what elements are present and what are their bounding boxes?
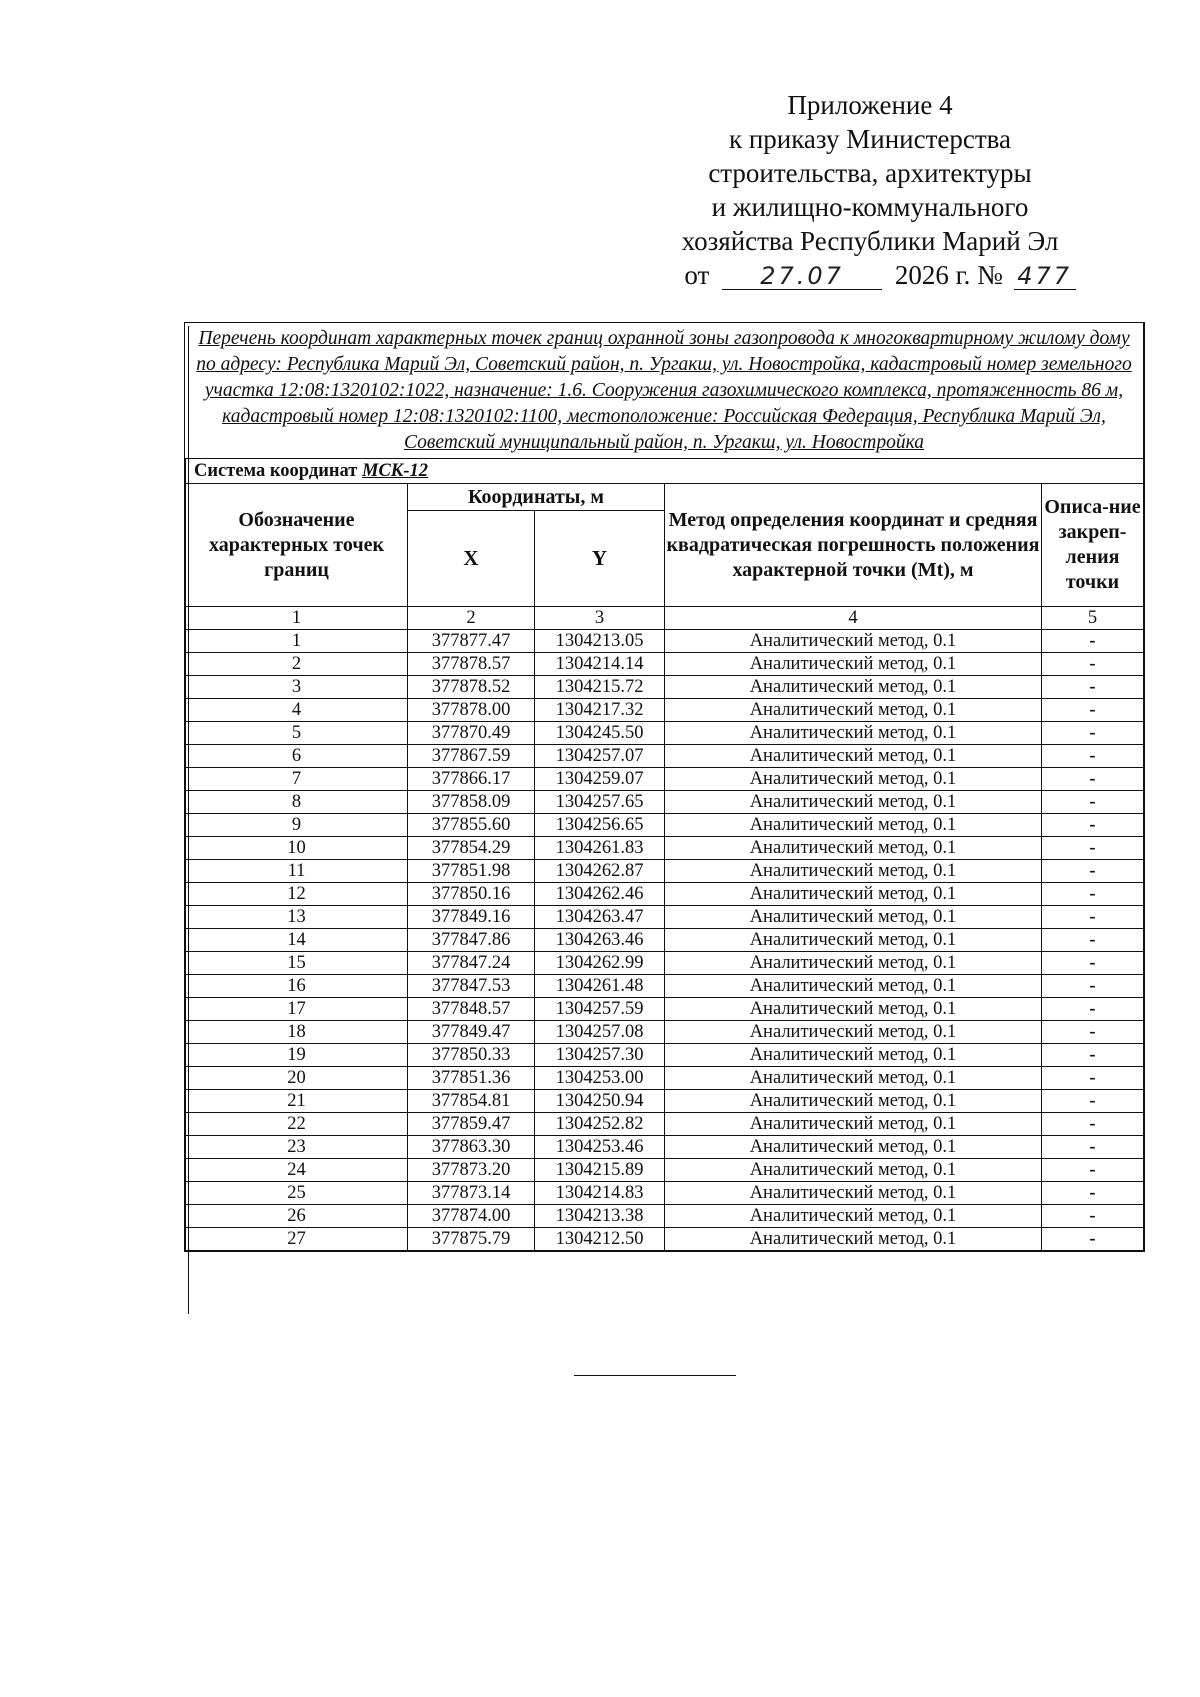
description-cell: - — [1042, 1182, 1144, 1205]
method-cell: Аналитический метод, 0.1 — [665, 630, 1042, 653]
method-cell: Аналитический метод, 0.1 — [665, 1228, 1042, 1251]
appendix-order-line: к приказу Министерства — [728, 124, 1012, 154]
description-cell: - — [1042, 860, 1144, 883]
description-cell: - — [1042, 906, 1144, 929]
method-cell: Аналитический метод, 0.1 — [665, 745, 1042, 768]
point-number-cell: 11 — [186, 860, 408, 883]
description-cell: - — [1042, 1067, 1144, 1090]
x-coordinate-cell: 377858.09 — [408, 791, 535, 814]
x-coordinate-cell: 377874.00 — [408, 1205, 535, 1228]
description-cell: - — [1042, 1113, 1144, 1136]
x-coordinate-cell: 377877.47 — [408, 630, 535, 653]
description-cell: - — [1042, 1159, 1144, 1182]
coordinate-system-row — [186, 459, 1144, 484]
y-coordinate-cell: 1304256.65 — [535, 814, 665, 837]
y-coordinate-cell: 1304253.46 — [535, 1136, 665, 1159]
coordinate-system-label: Система координат — [194, 460, 358, 481]
y-coordinate-cell: 1304261.83 — [535, 837, 665, 860]
point-number-cell: 17 — [186, 998, 408, 1021]
column-number: 4 — [665, 607, 1042, 630]
method-cell: Аналитический метод, 0.1 — [665, 1021, 1042, 1044]
table-row — [186, 906, 1144, 929]
method-cell: Аналитический метод, 0.1 — [665, 676, 1042, 699]
point-number-cell: 8 — [186, 791, 408, 814]
method-cell: Аналитический метод, 0.1 — [665, 837, 1042, 860]
description-cell: - — [1042, 1205, 1144, 1228]
table-row — [186, 929, 1144, 952]
table-row — [186, 814, 1144, 837]
x-coordinate-cell: 377878.57 — [408, 653, 535, 676]
x-coordinate-cell: 377849.16 — [408, 906, 535, 929]
table-row — [186, 998, 1144, 1021]
description-cell: - — [1042, 699, 1144, 722]
x-coordinate-cell: 377866.17 — [408, 768, 535, 791]
header-row-1 — [186, 484, 1144, 511]
table-row — [186, 1182, 1144, 1205]
point-number-cell: 3 — [186, 676, 408, 699]
point-number-cell: 16 — [186, 975, 408, 998]
table-row — [186, 1113, 1144, 1136]
table-row — [186, 768, 1144, 791]
table-row — [186, 975, 1144, 998]
y-coordinate-cell: 1304257.08 — [535, 1021, 665, 1044]
y-coordinate-cell: 1304262.46 — [535, 883, 665, 906]
x-coordinate-cell: 377873.20 — [408, 1159, 535, 1182]
y-coordinate-cell: 1304250.94 — [535, 1090, 665, 1113]
table-row — [186, 1044, 1144, 1067]
column-number: 2 — [408, 607, 535, 630]
x-coordinate-cell: 377847.24 — [408, 952, 535, 975]
method-cell: Аналитический метод, 0.1 — [665, 699, 1042, 722]
column-number: 1 — [186, 607, 408, 630]
header-description: Описа-ние закреп-ления точки — [1042, 484, 1144, 607]
point-number-cell: 19 — [186, 1044, 408, 1067]
y-coordinate-cell: 1304262.99 — [535, 952, 665, 975]
y-coordinate-cell: 1304215.89 — [535, 1159, 665, 1182]
description-cell: - — [1042, 814, 1144, 837]
x-coordinate-cell: 377851.98 — [408, 860, 535, 883]
handwritten-order-number: 477 — [1014, 263, 1076, 290]
y-coordinate-cell: 1304263.47 — [535, 906, 665, 929]
table-row — [186, 791, 1144, 814]
point-number-cell: 25 — [186, 1182, 408, 1205]
method-cell: Аналитический метод, 0.1 — [665, 1136, 1042, 1159]
x-coordinate-cell: 377851.36 — [408, 1067, 535, 1090]
x-coordinate-cell: 377878.52 — [408, 676, 535, 699]
table-row — [186, 722, 1144, 745]
table-row — [186, 1159, 1144, 1182]
table-row — [186, 1090, 1144, 1113]
description-cell: - — [1042, 1044, 1144, 1067]
date-prefix: от — [684, 260, 710, 290]
header-coordinates: Координаты, м — [408, 484, 665, 511]
x-coordinate-cell: 377870.49 — [408, 722, 535, 745]
table-row — [186, 1228, 1144, 1251]
method-cell: Аналитический метод, 0.1 — [665, 814, 1042, 837]
x-coordinate-cell: 377854.81 — [408, 1090, 535, 1113]
point-number-cell: 21 — [186, 1090, 408, 1113]
table-row — [186, 745, 1144, 768]
x-coordinate-cell: 377847.86 — [408, 929, 535, 952]
method-cell: Аналитический метод, 0.1 — [665, 883, 1042, 906]
description-cell: - — [1042, 837, 1144, 860]
coordinate-system-value: МСК-12 — [362, 460, 428, 481]
method-cell: Аналитический метод, 0.1 — [665, 1113, 1042, 1136]
table-row — [186, 952, 1144, 975]
point-number-cell: 27 — [186, 1228, 408, 1251]
description-cell: - — [1042, 722, 1144, 745]
header-designation: Обозначение характерных точек границ — [186, 484, 408, 607]
appendix-date-line — [610, 258, 1150, 292]
description-cell: - — [1042, 791, 1144, 814]
method-cell: Аналитический метод, 0.1 — [665, 722, 1042, 745]
table-row — [186, 630, 1144, 653]
point-number-cell: 10 — [186, 837, 408, 860]
description-cell: - — [1042, 929, 1144, 952]
method-cell: Аналитический метод, 0.1 — [665, 768, 1042, 791]
y-coordinate-cell: 1304257.07 — [535, 745, 665, 768]
x-coordinate-cell: 377847.53 — [408, 975, 535, 998]
point-number-cell: 12 — [186, 883, 408, 906]
appendix-header — [600, 88, 1140, 292]
point-number-cell: 1 — [186, 630, 408, 653]
table-row — [186, 1205, 1144, 1228]
x-coordinate-cell: 377849.47 — [408, 1021, 535, 1044]
table-caption: Перечень координат характерных точек границ охранной зоны газопровода к многоквартирному жилому дому по адресу: Республика Марий Эл, Советский район, п. Ургакш, ул. Новостройка, кадастровый номер земельного участка 12:08:1320102:1022, назначение: 1.6. Сооружения газохимического комплекса, протяженность 86 м, кадастровый номер 12:08:1320102:1100, местоположение: Российская Федерация, Республика Марий Эл, Советский муниципальный район, п. Ургакш, ул. Новостройка — [185, 323, 1143, 459]
description-cell: - — [1042, 768, 1144, 791]
description-cell: - — [1042, 1136, 1144, 1159]
y-coordinate-cell: 1304245.50 — [535, 722, 665, 745]
header-x: X — [408, 511, 535, 607]
method-cell: Аналитический метод, 0.1 — [665, 1044, 1042, 1067]
method-cell: Аналитический метод, 0.1 — [665, 860, 1042, 883]
x-coordinate-cell: 377854.29 — [408, 837, 535, 860]
header-y: Y — [535, 511, 665, 607]
appendix-ministry-line-3: хозяйства Республики Марий Эл — [681, 226, 1059, 256]
point-number-cell: 4 — [186, 699, 408, 722]
x-coordinate-cell: 377850.16 — [408, 883, 535, 906]
x-coordinate-cell: 377873.14 — [408, 1182, 535, 1205]
x-coordinate-cell: 377855.60 — [408, 814, 535, 837]
method-cell: Аналитический метод, 0.1 — [665, 975, 1042, 998]
table-row — [186, 699, 1144, 722]
method-cell: Аналитический метод, 0.1 — [665, 1182, 1042, 1205]
year-and-number-label: 2026 г. № — [894, 260, 1003, 290]
point-number-cell: 5 — [186, 722, 408, 745]
point-number-cell: 14 — [186, 929, 408, 952]
point-number-cell: 24 — [186, 1159, 408, 1182]
x-coordinate-cell: 377867.59 — [408, 745, 535, 768]
description-cell: - — [1042, 1021, 1144, 1044]
appendix-title: Приложение 4 — [787, 90, 953, 120]
point-number-cell: 9 — [186, 814, 408, 837]
method-cell: Аналитический метод, 0.1 — [665, 906, 1042, 929]
description-cell: - — [1042, 883, 1144, 906]
description-cell: - — [1042, 676, 1144, 699]
x-coordinate-cell: 377859.47 — [408, 1113, 535, 1136]
y-coordinate-cell: 1304213.38 — [535, 1205, 665, 1228]
coordinates-table — [185, 459, 1144, 1251]
y-coordinate-cell: 1304257.30 — [535, 1044, 665, 1067]
description-cell: - — [1042, 1228, 1144, 1251]
x-coordinate-cell: 377850.33 — [408, 1044, 535, 1067]
y-coordinate-cell: 1304262.87 — [535, 860, 665, 883]
header-method: Метод определения координат и средняя квадратическая погрешность положения характерной точки (Mt), м — [665, 484, 1042, 607]
method-cell: Аналитический метод, 0.1 — [665, 1090, 1042, 1113]
description-cell: - — [1042, 1090, 1144, 1113]
y-coordinate-cell: 1304257.65 — [535, 791, 665, 814]
method-cell: Аналитический метод, 0.1 — [665, 791, 1042, 814]
column-number: 5 — [1042, 607, 1144, 630]
method-cell: Аналитический метод, 0.1 — [665, 998, 1042, 1021]
method-cell: Аналитический метод, 0.1 — [665, 653, 1042, 676]
handwritten-date: 27.07 — [722, 263, 882, 290]
point-number-cell: 13 — [186, 906, 408, 929]
y-coordinate-cell: 1304212.50 — [535, 1228, 665, 1251]
description-cell: - — [1042, 998, 1144, 1021]
table-row — [186, 653, 1144, 676]
description-cell: - — [1042, 745, 1144, 768]
method-cell: Аналитический метод, 0.1 — [665, 1067, 1042, 1090]
end-of-document-line — [574, 1375, 736, 1376]
method-cell: Аналитический метод, 0.1 — [665, 1159, 1042, 1182]
point-number-cell: 22 — [186, 1113, 408, 1136]
point-number-cell: 2 — [186, 653, 408, 676]
table-row — [186, 1021, 1144, 1044]
point-number-cell: 7 — [186, 768, 408, 791]
appendix-ministry-line-2: и жилищно-коммунального — [711, 192, 1029, 222]
appendix-ministry-line-1: строительства, архитектуры — [708, 158, 1032, 188]
y-coordinate-cell: 1304217.32 — [535, 699, 665, 722]
point-number-cell: 20 — [186, 1067, 408, 1090]
x-coordinate-cell: 377848.57 — [408, 998, 535, 1021]
table-row — [186, 860, 1144, 883]
table-row — [186, 1067, 1144, 1090]
table-row — [186, 1136, 1144, 1159]
column-number-row — [186, 607, 1144, 630]
description-cell: - — [1042, 653, 1144, 676]
y-coordinate-cell: 1304261.48 — [535, 975, 665, 998]
method-cell: Аналитический метод, 0.1 — [665, 1205, 1042, 1228]
description-cell: - — [1042, 952, 1144, 975]
x-coordinate-cell: 377863.30 — [408, 1136, 535, 1159]
y-coordinate-cell: 1304252.82 — [535, 1113, 665, 1136]
y-coordinate-cell: 1304263.46 — [535, 929, 665, 952]
x-coordinate-cell: 377878.00 — [408, 699, 535, 722]
description-cell: - — [1042, 975, 1144, 998]
coordinates-sheet — [184, 322, 1145, 1252]
y-coordinate-cell: 1304213.05 — [535, 630, 665, 653]
y-coordinate-cell: 1304257.59 — [535, 998, 665, 1021]
y-coordinate-cell: 1304215.72 — [535, 676, 665, 699]
y-coordinate-cell: 1304253.00 — [535, 1067, 665, 1090]
column-number: 3 — [535, 607, 665, 630]
method-cell: Аналитический метод, 0.1 — [665, 952, 1042, 975]
point-number-cell: 26 — [186, 1205, 408, 1228]
point-number-cell: 23 — [186, 1136, 408, 1159]
y-coordinate-cell: 1304214.83 — [535, 1182, 665, 1205]
y-coordinate-cell: 1304214.14 — [535, 653, 665, 676]
table-row — [186, 676, 1144, 699]
method-cell: Аналитический метод, 0.1 — [665, 929, 1042, 952]
table-row — [186, 883, 1144, 906]
table-row — [186, 837, 1144, 860]
y-coordinate-cell: 1304259.07 — [535, 768, 665, 791]
point-number-cell: 6 — [186, 745, 408, 768]
x-coordinate-cell: 377875.79 — [408, 1228, 535, 1251]
point-number-cell: 18 — [186, 1021, 408, 1044]
point-number-cell: 15 — [186, 952, 408, 975]
description-cell: - — [1042, 630, 1144, 653]
